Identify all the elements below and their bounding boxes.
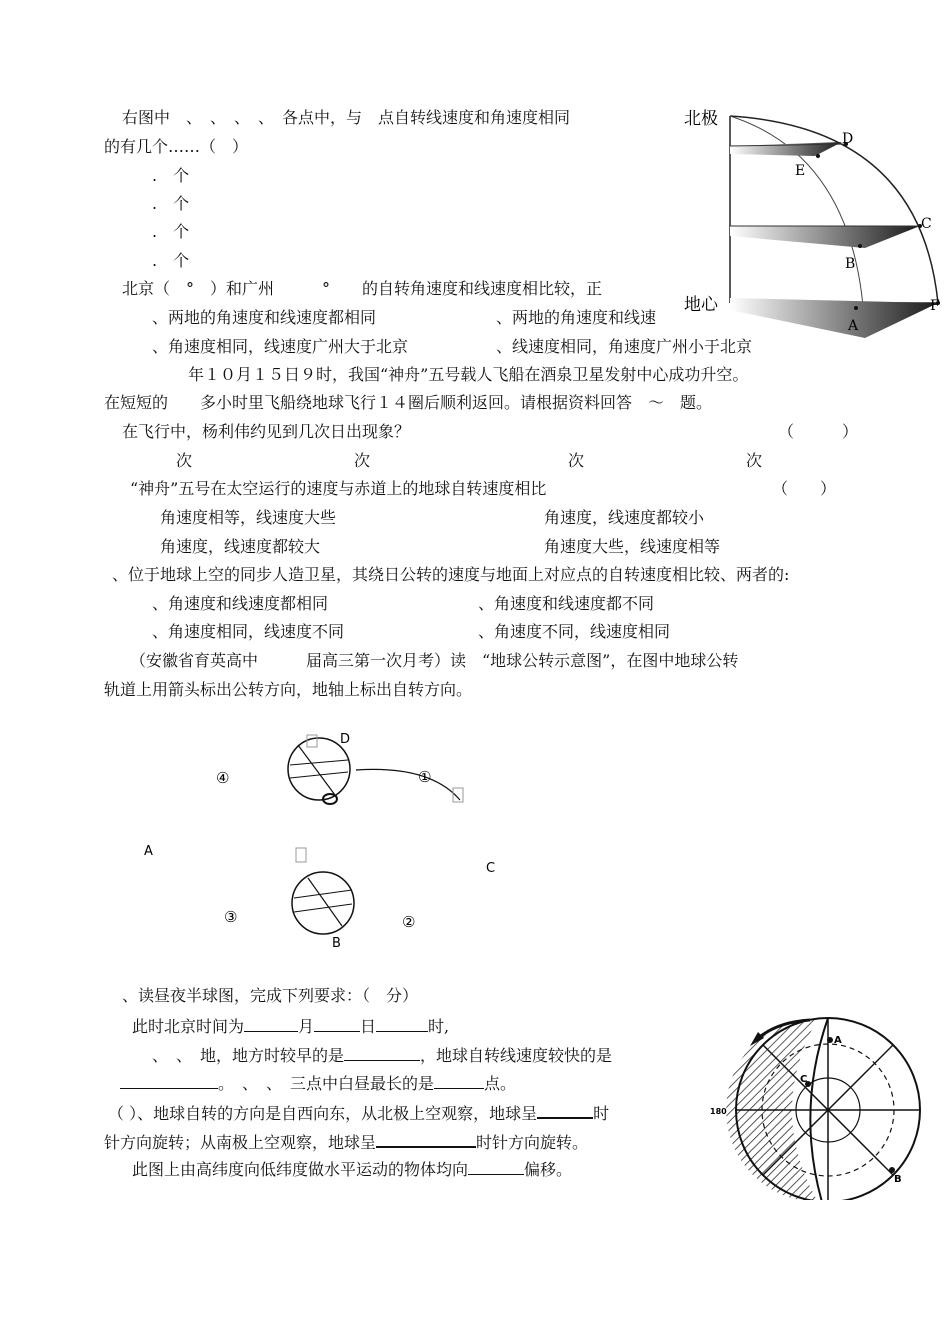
q7-line2-text-b: ，地球自转线速度较快的是 <box>420 1046 613 1065</box>
q7-line1-text-a: 此时北京时间为 <box>132 1017 245 1036</box>
q1-option-c: . 个 <box>152 222 190 241</box>
wedge-middle <box>730 226 920 248</box>
q1-line2: 的有几个……（ ） <box>104 137 249 156</box>
orbit-arc[interactable] <box>356 769 460 800</box>
q6-line2: 轨道上用箭头标出公转方向，地轴上标出自转方向。 <box>104 680 473 699</box>
label-d: D <box>340 732 351 747</box>
q3-answer-paren: （ ） <box>778 422 859 441</box>
position-4-label: ④ <box>216 769 230 787</box>
q7-line1-text-d: 时, <box>428 1017 450 1036</box>
q7-stem: 、读昼夜半球图，完成下列要求：（ 分） <box>122 986 419 1005</box>
q2-option-b: 、两地的角速度和线速 <box>496 308 657 327</box>
q2-option-c: 、角速度相同，线速度广州大于北京 <box>152 337 409 356</box>
q1-option-d: . 个 <box>152 251 190 270</box>
q1-option-a: . 个 <box>152 166 190 185</box>
point-b-dot <box>858 244 862 248</box>
q7-line1-text-b: 月 <box>298 1017 315 1036</box>
label-a: A <box>144 844 153 859</box>
longest-day-blank[interactable] <box>434 1072 484 1089</box>
q4-stem: “神舟”五号在太空运行的速度与赤道上的地球自转速度相比 <box>130 479 547 498</box>
q4-option-c: 角速度，线速度都较大 <box>160 537 321 556</box>
q3-option-c: 次 <box>568 451 585 470</box>
q7-line6 <box>132 1158 572 1180</box>
point-a-dot <box>827 1037 833 1043</box>
q3-stem: 在飞行中，杨利伟约见到几次日出现象？ <box>122 422 411 441</box>
night-hemisphere <box>726 1018 818 1200</box>
q7-line4 <box>108 1101 609 1124</box>
point-b-label: B <box>845 256 856 272</box>
q7-line3-text-b: 点。 <box>484 1074 517 1093</box>
earth-section-figure <box>670 98 950 348</box>
day-blank[interactable] <box>314 1015 360 1032</box>
position-3-label: ③ <box>224 908 238 926</box>
q7-line4-text-a: （ ）、地球自转的方向是自西向东，从北极上空观察，地球呈 <box>108 1104 538 1123</box>
deflection-blank[interactable] <box>468 1158 524 1175</box>
point-a-label: A <box>848 318 859 334</box>
q3-option-d: 次 <box>746 451 763 470</box>
point-c-label: C <box>800 1074 808 1085</box>
point-b-label: B <box>894 1174 902 1185</box>
point-a-label: A <box>834 1035 842 1046</box>
intro-line2: 在短短的 多小时里飞船绕地球飞行１４圈后顺利返回。请根据资料回答 ～ 题。 <box>104 393 713 412</box>
q1-option-b: . 个 <box>152 194 190 213</box>
q7-line5-text-b: 时针方向旋转。 <box>476 1133 589 1152</box>
north-pole-label: 北极 <box>684 109 718 129</box>
globe-bottom <box>292 848 354 934</box>
terminator-line <box>810 1018 828 1200</box>
position-1-label: ① <box>418 768 432 786</box>
q2-option-d: 、线速度相同，角速度广州小于北京 <box>496 337 753 356</box>
q5-option-c: 、角速度相同，线速度不同 <box>152 622 345 641</box>
q3-option-a: 次 <box>176 451 193 470</box>
south-rotation-blank[interactable] <box>376 1130 476 1148</box>
position-2-label: ② <box>402 913 416 931</box>
point-f-label: F <box>930 298 940 314</box>
q5-option-d: 、角速度不同，线速度相同 <box>478 622 671 641</box>
hour-blank[interactable] <box>376 1015 428 1032</box>
q7-line3-text-a: 。 、 、 三点中白昼最长的是 <box>218 1074 435 1093</box>
q7-line1-text-c: 日 <box>360 1017 377 1036</box>
point-c-label: C <box>921 216 932 232</box>
q5-option-a: 、角速度和线速度都相同 <box>152 594 329 613</box>
label-b: B <box>332 936 341 951</box>
q7-line2 <box>152 1044 612 1066</box>
q7-line4-text-b: 时 <box>593 1104 610 1123</box>
q5-option-b: 、角速度和线速度都不同 <box>478 594 655 613</box>
day-night-figure <box>706 1010 946 1200</box>
q7-line5-text-a: 针方向旋转；从南极上空观察，地球呈 <box>104 1133 377 1152</box>
label-c: C <box>486 861 496 876</box>
point-b-dot <box>889 1167 895 1173</box>
q3-option-b: 次 <box>354 451 371 470</box>
point-d-label: D <box>842 131 854 147</box>
north-rotation-blank[interactable] <box>537 1101 593 1119</box>
q4-answer-paren: （ ） <box>772 479 837 498</box>
q4-option-b: 角速度，线速度都较小 <box>544 508 705 527</box>
q1-line1: 右图中 、 、 、 、 各点中，与 点自转线速度和角速度相同 <box>122 108 571 127</box>
point-e-label: E <box>795 163 806 179</box>
q2-stem: 北京（ ° ）和广州 ° 的自转角速度和线速度相比较，正 <box>122 279 603 298</box>
q4-option-a: 角速度相等，线速度大些 <box>160 508 337 527</box>
intro-line1: 年１０月１５日９时，我国“神舟”五号载人飞船在酒泉卫星发射中心成功升空。 <box>188 365 749 384</box>
earlier-time-blank[interactable] <box>344 1044 420 1061</box>
longitude-label: 180 <box>710 1107 727 1116</box>
q7-line6-text-b: 偏移。 <box>524 1160 573 1179</box>
earth-center-label: 地心 <box>684 295 718 315</box>
q7-line3 <box>120 1072 516 1094</box>
q7-line5 <box>104 1130 588 1153</box>
q7-line6-text-a: 此图上由高纬度向低纬度做水平运动的物体均向 <box>132 1160 469 1179</box>
orbit-figure <box>130 720 530 960</box>
q2-option-a: 、两地的角速度和线速度都相同 <box>152 308 377 327</box>
q6-line1: （安徽省育英高中 届高三第一次月考）读 “地球公转示意图”，在图中地球公转 <box>130 651 739 670</box>
faster-speed-blank[interactable] <box>120 1072 218 1089</box>
month-blank[interactable] <box>244 1015 298 1032</box>
q4-option-d: 角速度大些，线速度相等 <box>544 537 721 556</box>
point-e-dot <box>816 154 820 158</box>
wedge-bottom <box>730 298 938 338</box>
q7-line1 <box>132 1015 449 1037</box>
q7-line2-text-a: 、 、 地，地方时较早的是 <box>152 1046 345 1065</box>
q5-stem: 、位于地球上空的同步人造卫星，其绕日公转的速度与地面上对应点的自转速度相比较、两者的: <box>112 565 790 584</box>
point-a-dot <box>854 306 858 310</box>
